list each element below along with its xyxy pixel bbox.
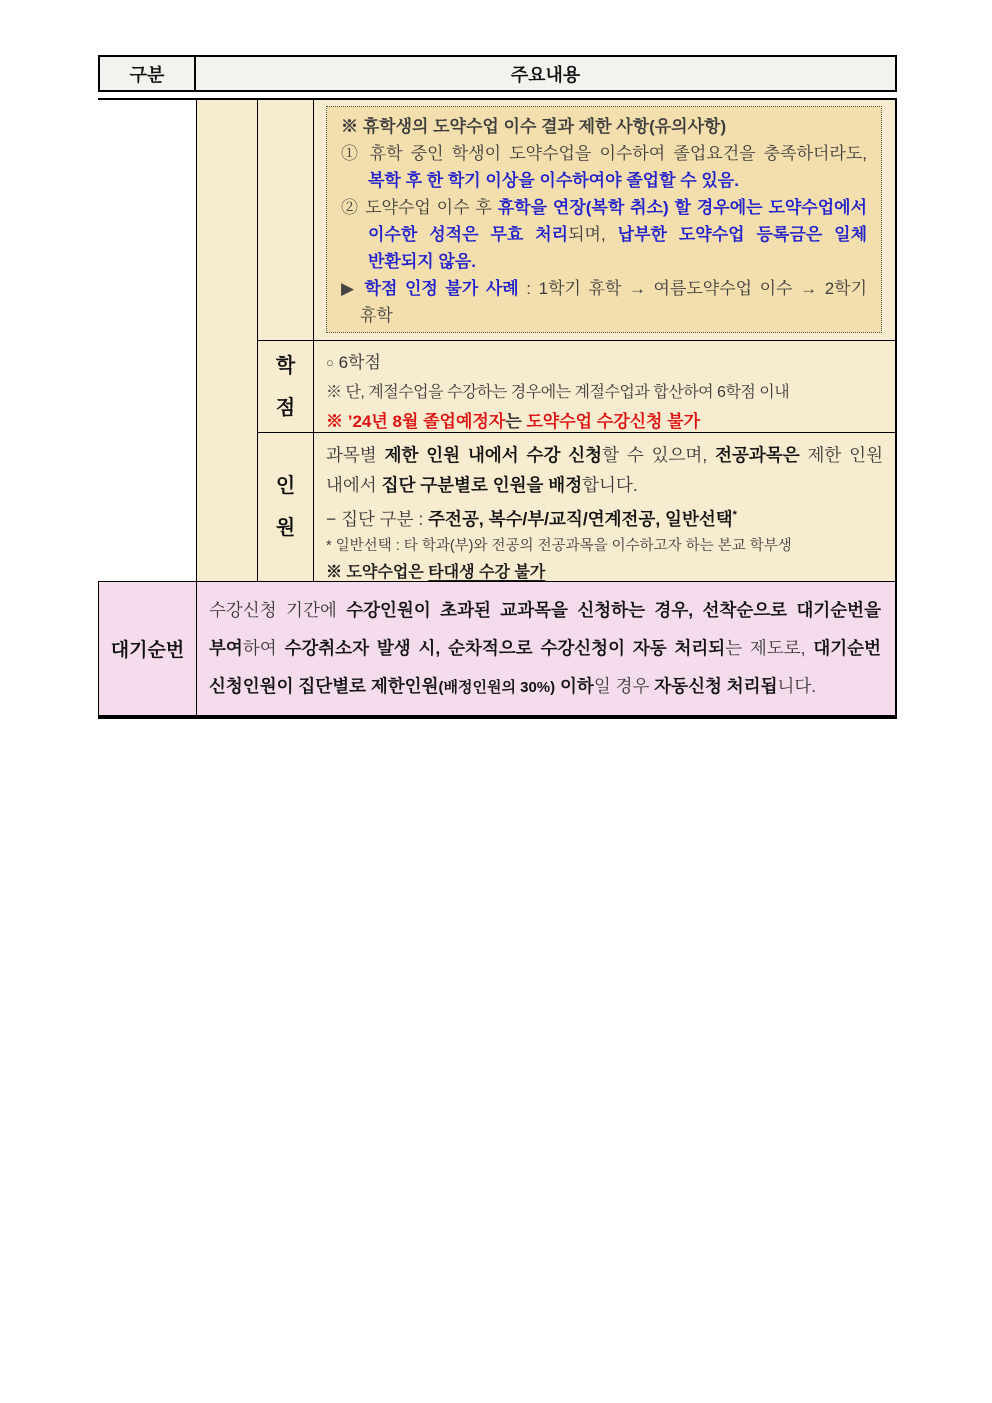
wait-n4: 일 경우 [593,676,655,696]
capacity-row-content-cell [313,432,895,581]
capacity-footnote: * 일반선택 : 타 학과(부)와 전공의 전공과목을 이수하고자 하는 본교 학부생 [326,537,792,554]
notice-item-1-emphasis: 복학 후 한 학기 이상을 이수하여야 졸업할 수 있음. [368,171,739,190]
capacity-row-label-cell [257,432,313,581]
cap-p4-underline: 타대생 수강 불가 [428,563,546,581]
credit-row-label-cell [257,340,313,432]
wait-b3: 대기순번 신청인원이 집단별로 제한인원 [209,638,881,696]
wait-n3: 는 제도로, [725,638,814,658]
notice-case-label: 학점 인정 불가 사례 [356,279,519,298]
notice-case-text: : 1학기 휴학 → 여름도약수업 이수 → 2학기 휴학 [360,279,867,325]
notice-item-2-text-1: 도약수업 이수 후 [359,198,498,217]
wait-b5: 자동신청 처리됩 [654,676,778,696]
notice-content-cell [313,100,895,340]
header-content-label: 주요내용 [510,64,581,85]
wait-b4: 이하 [555,676,594,696]
cap-p2-b1: 주전공, 복수/부/교직/연계전공, 일반선택 [428,508,733,529]
credit-row-content-cell [313,340,895,432]
cap-p2-n1: − 집단 구분 : [326,508,429,529]
credit-line-3-dark: 는 [505,412,522,431]
waitlist-row-content-cell [196,581,895,715]
merged-empty-cell [196,100,257,581]
notice-item-2 [341,194,867,275]
capacity-row-label: 인원 [275,475,296,539]
credit-line-3-red-2: 도약수업 수강신청 불가 [521,412,701,431]
asterisk-superscript: * [732,509,737,521]
wait-paren-note: (배정인원의 30%) [438,679,556,696]
notice-title: ※ 휴학생의 도약수업 이수 결과 제한 사항(유의사항) [341,117,727,136]
credit-line-3 [326,407,883,432]
cap-p1-n2: 할 수 있으며, [602,445,716,465]
header-category-cell [100,57,196,90]
credit-line-1-text: 6학점 [333,353,381,372]
category-empty-cell [98,100,196,581]
cap-p1-b1: 제한 인원 내에서 수강 신청 [384,445,603,465]
capacity-paragraph-2 [326,500,883,534]
notice-item-1 [341,140,867,194]
notice-box [326,106,882,333]
circle-bullet-icon: ○ [326,355,334,370]
wait-n5: 니다. [777,676,817,696]
cap-p1-b2: 전공과목은 [715,445,800,465]
waitlist-paragraph [209,591,881,707]
cap-p1-n3: 제한 인원 내에서 [326,445,883,495]
wait-b1: 수강인원이 초과된 교과목을 신청하는 경우, 선착순으로 대기순번을 부여 [209,600,881,658]
waitlist-row-label-cell [98,581,196,715]
header-content-cell [196,57,895,90]
credit-row-label: 학점 [275,354,296,419]
notice-item-2-text-2: 되며, [568,225,618,244]
notice-item-1-text: 휴학 중인 학생이 도약수업을 이수하여 졸업요건을 충족하더라도, [361,144,867,163]
cap-p1-n4: 합니다. [582,475,638,495]
notice-case-item [341,275,867,329]
credit-line-3-red-1: ※ ’24년 8월 졸업예정자 [326,412,506,431]
cap-p4-b1: ※ 도약수업은 [326,563,429,581]
circled-one-icon: ① [341,144,362,163]
table-body [98,98,897,719]
circled-two-icon: ② [341,198,360,217]
wait-b2: 수강취소자 발생 시, 순차적으로 수강신청이 자동 처리되 [284,638,726,658]
cap-p1-b3: 집단 구분별로 인원을 배정 [381,475,583,495]
capacity-restriction-line [326,559,883,581]
credit-line-2: ※ 단, 계절수업을 수강하는 경우에는 계절수업과 합산하여 6학점 이내 [326,384,790,401]
notice-item-2-emphasis-1: 휴학을 연장(복학 취소) 할 경우에는 도약수업에서 이수한 성적은 무효 처리 [368,198,867,244]
cap-p1-n1: 과목별 [326,445,385,465]
table-header-row [98,55,897,92]
wait-n1: 수강신청 기간에 [209,600,347,620]
notice-item-2-emphasis-2: 납부한 도약수업 등록금은 일체 반환되지 않음. [368,225,868,271]
header-category-label: 구분 [129,64,165,85]
capacity-paragraph-1 [326,440,883,500]
waitlist-row-label: 대기순번 [110,640,185,661]
triangle-bullet-icon: ▶ [341,279,357,298]
wait-n2: 하여 [242,638,285,658]
notice-sublabel-empty-cell [257,100,313,340]
credit-line-1 [326,348,883,378]
